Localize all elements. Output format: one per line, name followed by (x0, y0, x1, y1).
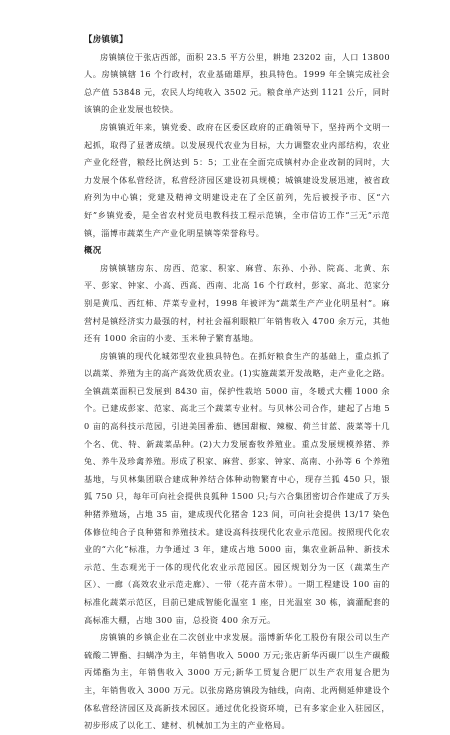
body-paragraph-2: 房镇镇的现代化城郊型农业独具特色。在抓好粮食生产的基础上，重点抓了以蔬菜、养殖为主的高产高效优质农业。(1)实施蔬菜开发战略，走产业化之路。全镇蔬菜面积已发展到 8430 亩，保护性栽培 5000 亩，冬暖式大棚 1000 余个。已建成彭家、范家、高北三个蔬菜专业村。与贝林公司合作，建起了占地 50 亩的高科技示范园，引进美国番茄、德国甜椒、辣椒、荷兰甘蓝、菠菜等十几个名、优、特、新蔬菜品种。(2)大力发展畜牧养殖业。重点发展规模养猪、养兔、养牛及珍禽养殖。形成了积家、麻营、彭家、钟家、高南、小孙等 6 个养殖基地，与贝林集团联合建成种养结合体种动物繁育中心，现存兰狐 450 只，银狐 750 只，每年可向社会提供良狐种 1500 只;与六合集团密切合作建成了万头种猪养殖场，占地 35 亩，建成现代化猪舍 123 间，可向社会提供 13/17 染色体修位纯合子良种猪和养殖技术。建设高科技现代化农业示范园。按照现代化农业的“六化”标准，力争通过 3 年，建成占地 5000 亩，集农业新品种、新技术示范、生态观光于一体的现代化农业示范园区。园区规划分为一区（蔬菜生产区）、一廊（高效农业示范走廊）、一带（花卉苗木带）。一期工程建设 100 亩的标准化蔬菜示范区，目前已建成智能化温室 1 座，日光温室 30 栋，滴灌配套的高标准大棚，占地 300 亩，总投资 400 余万元。 (84, 350, 390, 625)
body-paragraph-3: 房镇镇的乡镇企业在二次创业中求发展。淄博新华化工股份有限公司以生产硫酸二钾酯、扫螨净为主，年销售收入 5000 万元;张店新华丙碳厂以生产碳酸丙烯酯为主，年销售收入 3000 万元;新华工贸复合肥厂以生产农用复合肥为主，年销售收入 3000 万元。以张房路房镇段为轴线，向南、北两侧延伸建设个体私营经济园区及高新技术园区。通过优化投资环境，已有多家企业入驻园区，初步形成了以化工、建材、机械加工为主的产业格局。 (84, 632, 390, 731)
intro-paragraph-2: 房镇镇近年来，镇党委、政府在区委区政府的正确领导下，坚持两个文明一起抓，取得了显著成绩。以发展现代农业为目标，大力调整农业内部结构，农业产业化经营，粮经比例达到 5：5；工业在全面完成镇村办企业改制的同时，大力发展个体私营经济，私营经济园区建设初具规模；城镇建设发展迅速，被省政府列为中心镇；党建及精神文明建设走在了全区前列，先后被授予市、区“六好”乡镇党委，是全省农村党员电教科技工程示范镇，全市信访工作“三无”示范镇，淄博市蔬菜生产产业化明星镇等荣誉称号。 (84, 121, 390, 238)
intro-paragraph-1: 房镇镇位于张店西部，面积 23.5 平方公里，耕地 23202 亩，人口 13800 人。房镇镇辖 16 个行政村，农业基础雄厚，独具特色。1999 年全镇完成社会总产值 53848 元，农民人均纯收入 3502 元。粮食单产达到 1121 公斤，同时该镇的企业发展也较快。 (84, 51, 390, 115)
body-paragraph-1: 房镇镇辖房东、房西、范家、积家、麻营、东孙、小孙、院高、北黄、东平、彭家、钟家、小高、西高、西南、北高 16 个行政村，彭家、高北、范家分别是黄瓜、西红柿、芹菜专业村，1998 年被评为“蔬菜生产产业化明星村”。麻营村是镇经济实力最强的村，村社会福利眼粮厂年销售收入 4700 余万元，其他还有 1000 余亩的小麦、玉米种子繁育基地。 (84, 262, 390, 344)
section-title-overview: 概况 (84, 245, 102, 256)
document-title: 【房镇镇】 (84, 34, 128, 44)
